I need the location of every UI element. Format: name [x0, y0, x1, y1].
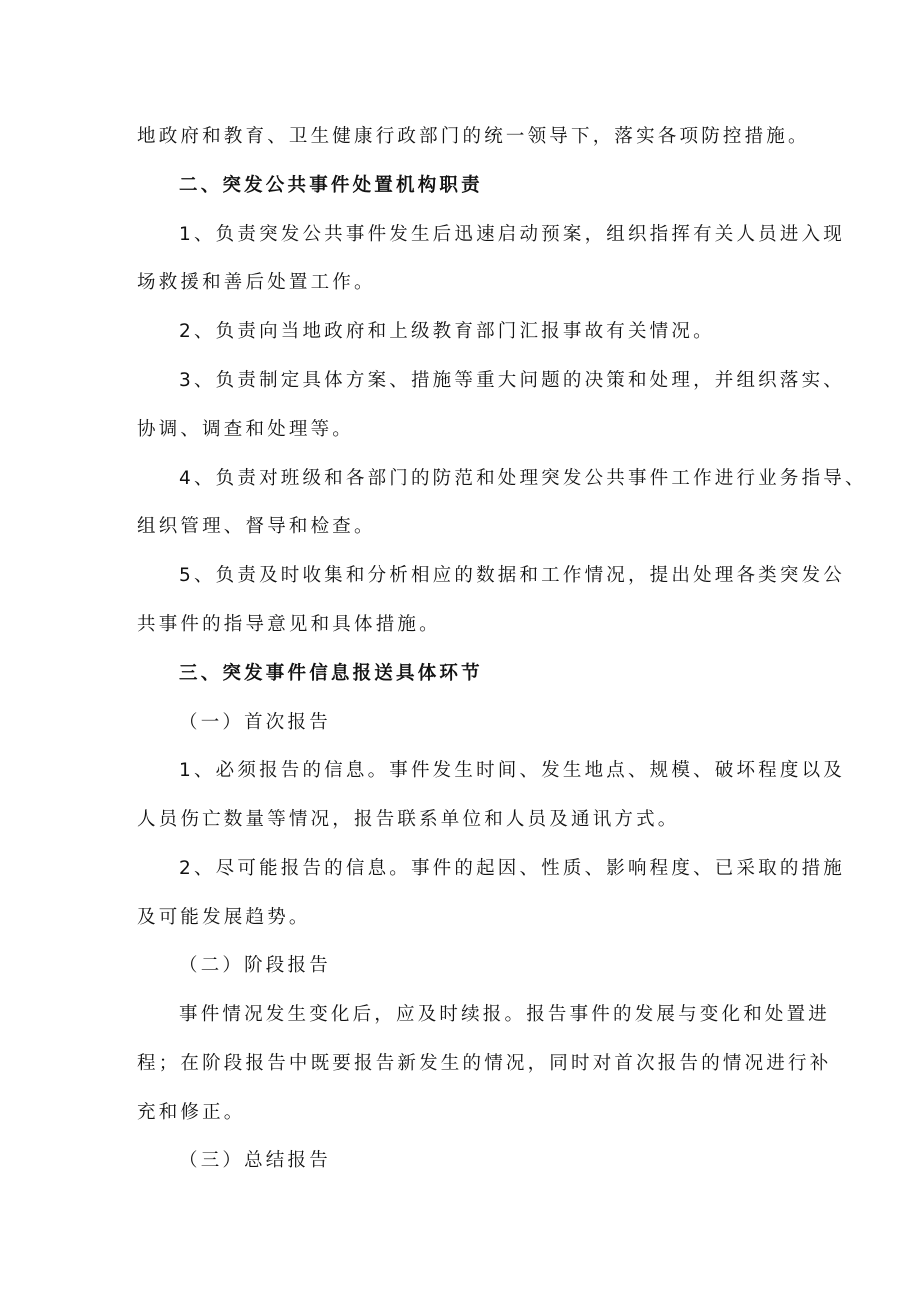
section-heading: 二、突发公共事件处置机构职责: [179, 175, 483, 196]
paragraph-line: 3、负责制定具体方案、措施等重大问题的决策和处理，并组织落实、: [179, 370, 845, 391]
paragraph-line: 共事件的指导意见和具体措施。: [137, 614, 441, 635]
paragraph-line: 事件情况发生变化后，应及时续报。报告事件的发展与变化和处置进: [179, 1004, 831, 1025]
paragraph-line: 4、负责对班级和各部门的防范和处理突发公共事件工作进行业务指导、: [179, 468, 867, 489]
paragraph-line: 充和修正。: [137, 1102, 246, 1123]
paragraph-line: 1、必须报告的信息。事件发生时间、发生地点、规模、破坏程度以及: [179, 760, 845, 781]
paragraph-line: 人员伤亡数量等情况，报告联系单位和人员及通讯方式。: [137, 809, 680, 830]
paragraph-line: 协调、调查和处理等。: [137, 419, 355, 440]
paragraph-line: 2、尽可能报告的信息。事件的起因、性质、影响程度、已采取的措施: [179, 858, 845, 879]
paragraph-line: 1、负责突发公共事件发生后迅速启动预案，组织指挥有关人员进入现: [179, 224, 845, 245]
section-heading: 三、突发事件信息报送具体环节: [179, 663, 483, 684]
subsection-heading: （二）阶段报告: [179, 955, 331, 976]
paragraph-line: 程；在阶段报告中既要报告新发生的情况，同时对首次报告的情况进行补: [137, 1053, 832, 1074]
paragraph-line: 及可能发展趋势。: [137, 907, 311, 928]
paragraph-line: 2、负责向当地政府和上级教育部门汇报事故有关情况。: [179, 321, 715, 342]
subsection-heading: （三）总结报告: [179, 1150, 331, 1171]
subsection-heading: （一）首次报告: [179, 712, 331, 733]
paragraph-line: 场救援和善后处置工作。: [137, 272, 376, 293]
paragraph-line: 5、负责及时收集和分析相应的数据和工作情况，提出处理各类突发公: [179, 565, 845, 586]
paragraph-line: 地政府和教育、卫生健康行政部门的统一领导下，落实各项防控措施。: [137, 126, 810, 147]
paragraph-line: 组织管理、督导和检查。: [137, 516, 376, 537]
